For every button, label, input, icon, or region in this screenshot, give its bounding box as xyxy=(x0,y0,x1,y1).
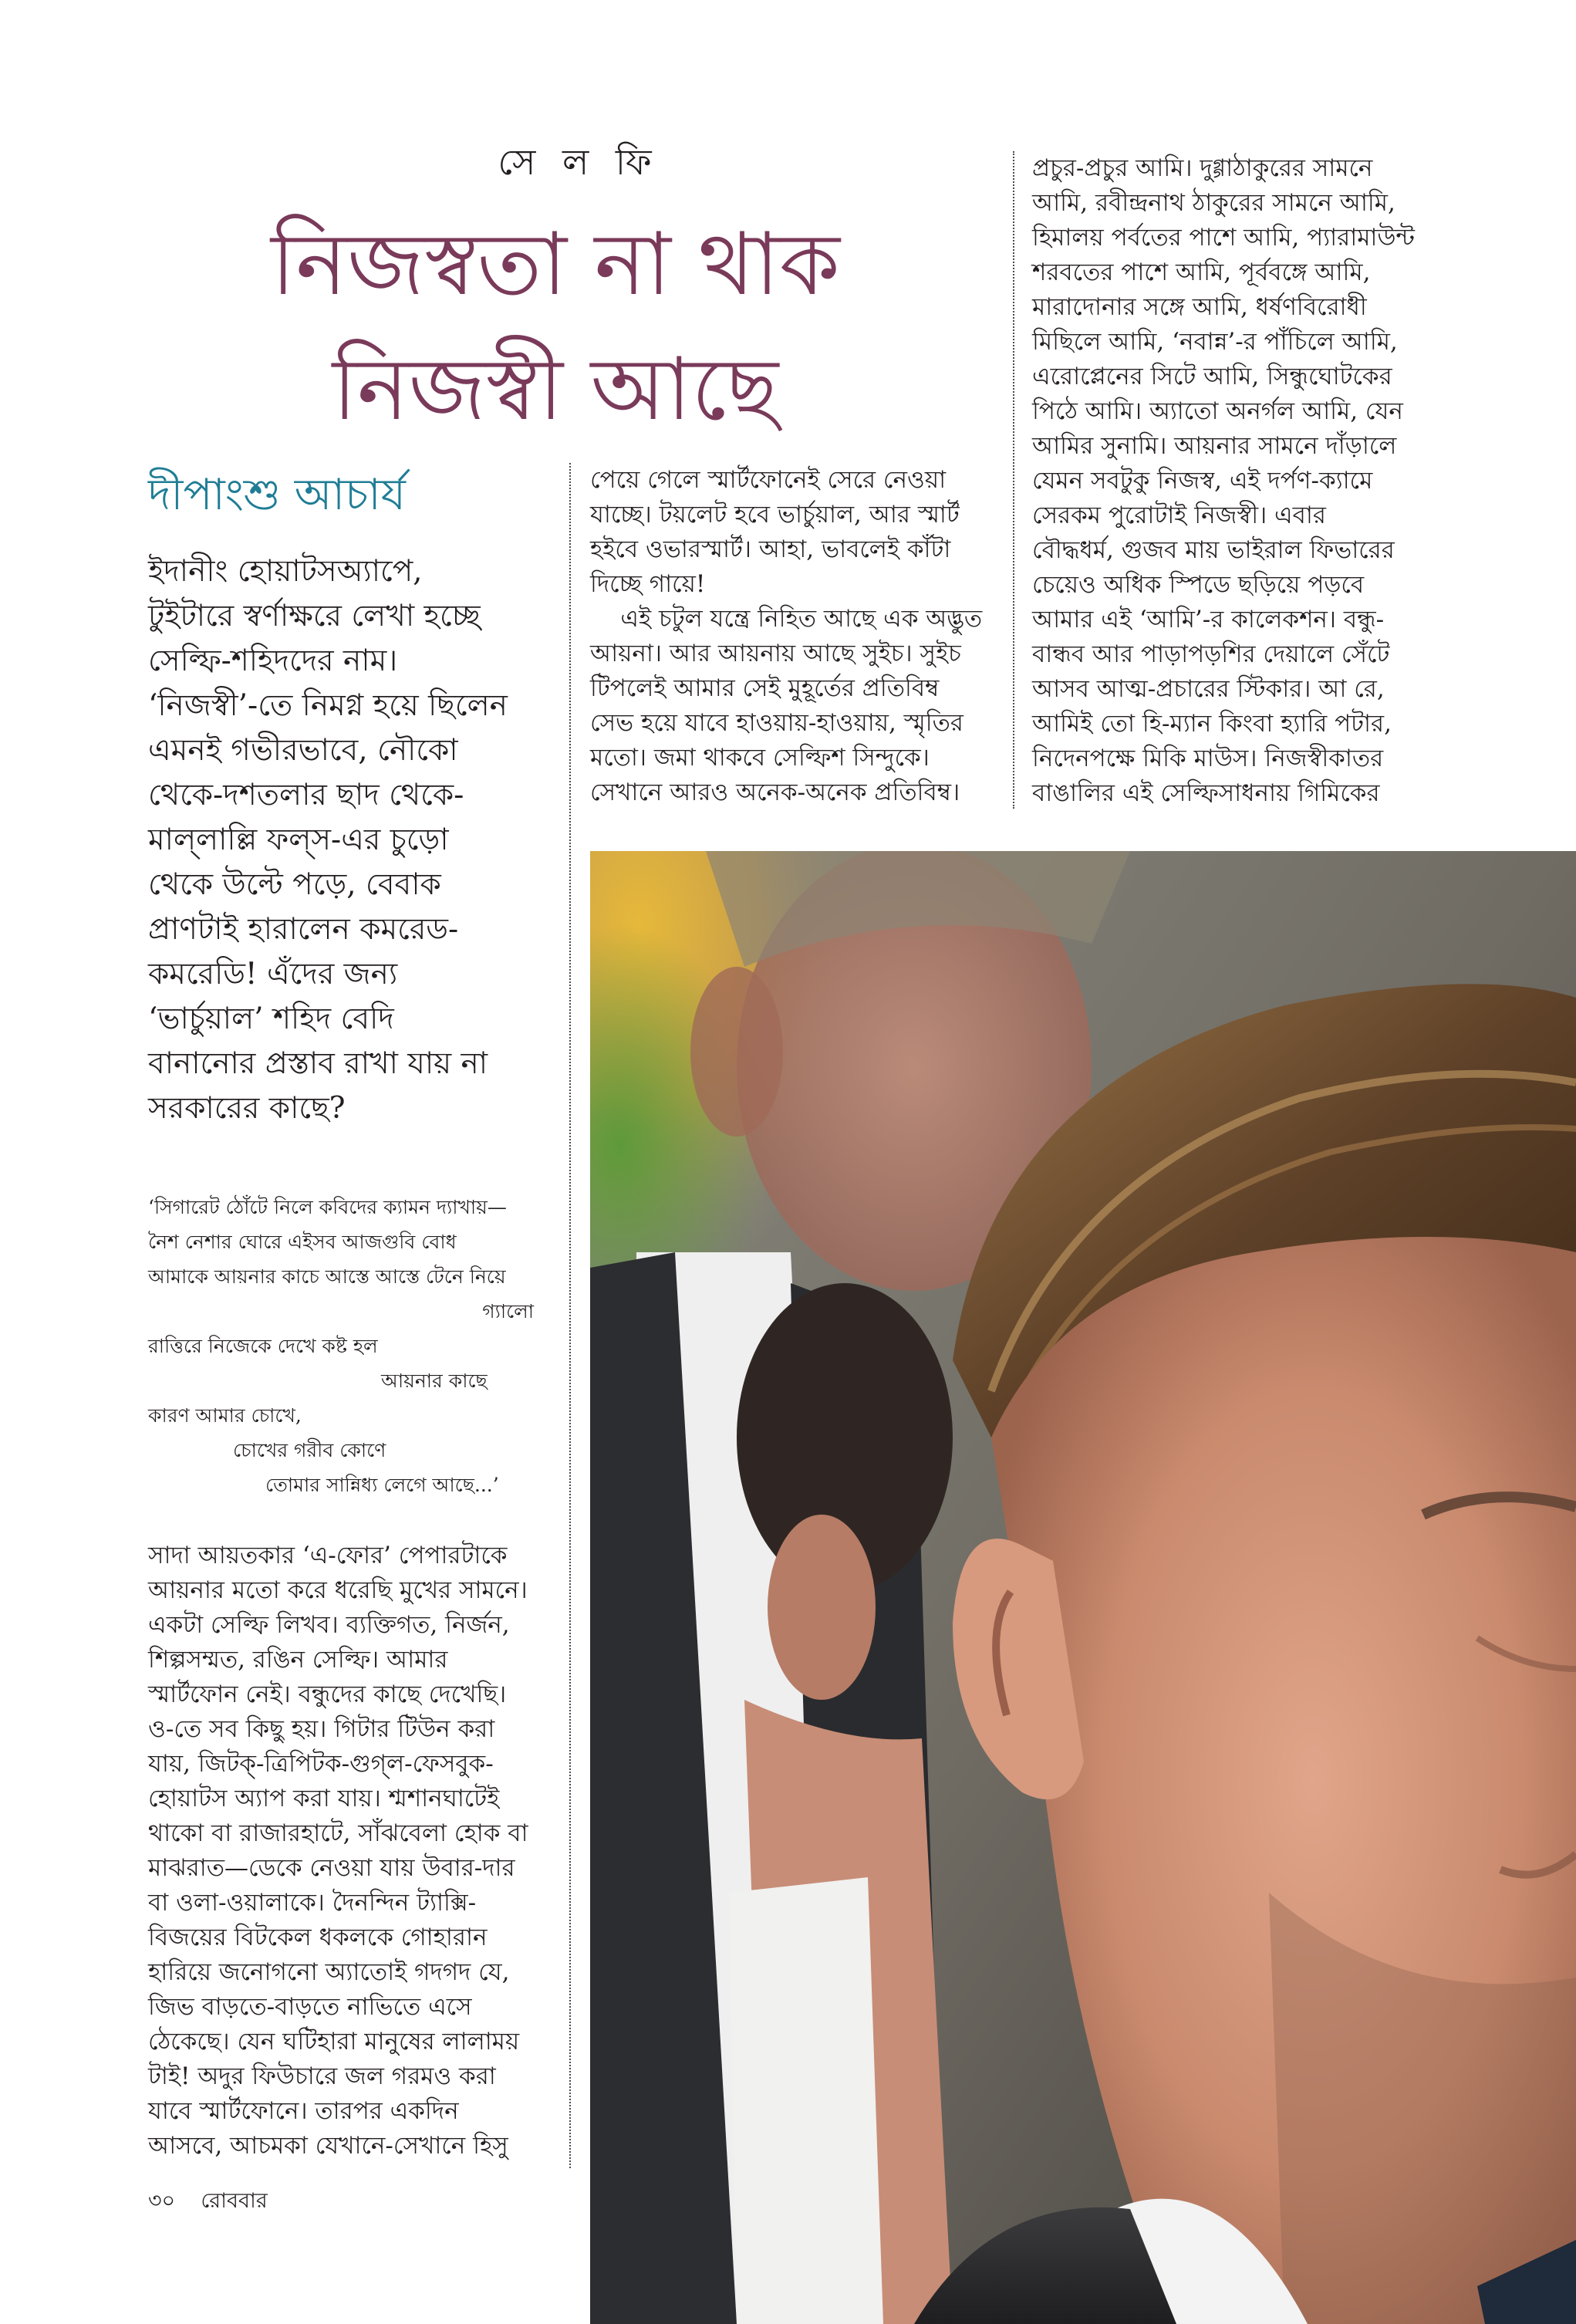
column-divider-right xyxy=(1013,151,1014,809)
lede-line: এমনই গভীরভাবে, নৌকো xyxy=(148,733,458,768)
body-line: হিমালয় পর্বতের পাশে আমি, প্যারামাউন্ট xyxy=(1032,224,1415,252)
poem-line: কারণ আমার চোখে, xyxy=(148,1404,302,1427)
page-footer xyxy=(148,2185,268,2220)
body-line: দিচ্ছে গায়ে! xyxy=(590,570,706,598)
body-line: হইবে ওভারস্মার্ট। আহা, ভাবলেই কাঁটা xyxy=(590,535,951,563)
body-column-left xyxy=(148,1539,545,2164)
body-line: সাদা আয়তকার ‘এ-ফোর’ পেপারটাকে xyxy=(148,1542,508,1569)
body-line: আমার এই ‘আমি’-র কালেকশন। বন্ধু- xyxy=(1032,606,1385,633)
lede-line: ইদানীং হোয়াটসঅ্যাপে, xyxy=(148,554,423,589)
body-line: প্রচুর-প্রচুর আমি। দুগ্গাঠাকুরের সামনে xyxy=(1032,154,1373,182)
body-line: টিপলেই আমার সেই মুহূর্তের প্রতিবিম্ব xyxy=(590,674,940,702)
body-line: বা ওলা-ওয়ালাকে। দৈনন্দিন ট্যাক্সি- xyxy=(148,1889,477,1917)
lede-line: সেল্ফি-শহিদদের নাম। xyxy=(148,643,398,678)
body-line: আয়না। আর আয়নায় আছে সুইচ। সুইচ xyxy=(590,640,961,667)
poem-line: আয়নার কাছে xyxy=(381,1370,488,1392)
body-line: পেয়ে গেলে স্মার্টফোনেই সেরে নেওয়া xyxy=(590,466,947,494)
magazine-name: রোববার xyxy=(201,2189,268,2213)
body-line: মতো। জমা থাকবে সেল্ফিশ সিন্দুকে। xyxy=(590,744,930,772)
lede-paragraph xyxy=(148,549,565,1131)
poem-line: তোমার সান্নিধ্য লেগে আছে...’ xyxy=(265,1474,499,1496)
photo-illustration xyxy=(590,851,1576,2324)
lede-line: ‘নিজস্বী’-তে নিমগ্ন হয়ে ছিলেন xyxy=(148,688,508,723)
lede-line: থেকে উল্টে পড়ে, বেবাক xyxy=(148,867,441,902)
body-line: স্মার্টফোন নেই। বন্ধুদের কাছে দেখেছি। xyxy=(148,1681,507,1708)
column-divider-left xyxy=(569,463,571,2168)
poem-line: আমাকে আয়নার কাচে আস্তে আস্তে টেনে নিয়ে xyxy=(148,1265,506,1288)
lede-line: মাল্‌লাল্লি ফল্‌স-এর চুড়ো xyxy=(148,823,449,857)
lede-line: বানানোর প্রস্তাব রাখা যায় না xyxy=(148,1046,488,1081)
lede-line: কমরেডি! এঁদের জন্য xyxy=(148,957,398,991)
body-line: মারাদোনার সঙ্গে আমি, ধর্ষণবিরোধী xyxy=(1032,293,1367,321)
page-number: ৩০ xyxy=(148,2189,176,2213)
body-line: আমিই তো হি-ম্যান কিংবা হ্যারি পটার, xyxy=(1032,710,1392,738)
headline xyxy=(255,202,856,452)
poem-line: গ্যালো xyxy=(482,1300,534,1322)
poem-line: রাত্তিরে নিজেকে দেখে কষ্ট হল xyxy=(148,1335,378,1357)
lede-line: ‘ভার্চুয়াল’ শহিদ বেদি xyxy=(148,1002,394,1036)
body-line: শিল্পসম্মত, রঙিন সেল্ফি। আমার xyxy=(148,1646,448,1674)
body-line: সেরকম পুরোটাই নিজস্বী। এবার xyxy=(1032,502,1326,529)
body-line: যায়, জিটক্‌-ত্রিপিটক-গুগ্‌ল-ফেসবুক- xyxy=(148,1750,494,1778)
body-line: পিঠে আমি। অ্যাতো অনর্গল আমি, যেন xyxy=(1032,397,1403,425)
body-line: একটা সেল্ফি লিখব। ব্যক্তিগত, নির্জন, xyxy=(148,1611,510,1639)
body-line: চেয়েও অধিক স্পিডে ছড়িয়ে পড়বে xyxy=(1032,571,1365,599)
body-line: আসবে, আচমকা যেখানে-সেখানে হিসু xyxy=(148,2132,508,2160)
body-line: শরবতের পাশে আমি, পূর্ববঙ্গে আমি, xyxy=(1032,258,1371,286)
body-line: এই চটুল যন্ত্রে নিহিত আছে এক অদ্ভুত xyxy=(590,605,983,633)
body-column-right xyxy=(1032,151,1433,811)
body-line: যাবে স্মার্টফোনে। তারপর একদিন xyxy=(148,2097,459,2125)
body-line: বৌদ্ধধর্ম, গুজব মায় ভাইরাল ফিভারের xyxy=(1032,536,1395,564)
lede-line: থেকে-দশতলার ছাদ থেকে- xyxy=(148,778,464,812)
lede-line: টুইটারে স্বর্ণাক্ষরে লেখা হচ্ছে xyxy=(148,599,481,633)
body-line: মিছিলে আমি, ‘নবান্ন’-র পাঁচিলে আমি, xyxy=(1032,328,1398,356)
body-line: বাঙালির এই সেল্ফিসাধনায় গিমিকের xyxy=(1032,779,1380,807)
body-line: সেখানে আরও অনেক-অনেক প্রতিবিম্ব। xyxy=(590,779,960,806)
body-line: হারিয়ে জনোগনো অ্যাতোই গদগদ যে, xyxy=(148,1958,510,1986)
feature-photo xyxy=(590,851,1576,2324)
body-line: টাই! অদুর ফিউচারে জল গরমও করা xyxy=(148,2062,496,2090)
body-line: হোয়াটস অ্যাপ করা যায়। শ্মশানঘাটেই xyxy=(148,1785,500,1812)
body-line: আমির সুনামি। আয়নার সামনে দাঁড়ালে xyxy=(1032,432,1397,460)
body-line: আসব আত্ম-প্রচারের স্টিকার। আ রে, xyxy=(1032,675,1385,703)
body-line: বিজয়ের বিটকেল ধকলকে গোহারান xyxy=(148,1924,488,1951)
poem-line: ‘সিগারেট ঠোঁটে নিলে কবিদের ক্যামন দ্যাখায়— xyxy=(148,1196,507,1218)
body-line: জিভ বাড়তে-বাড়তে নাভিতে এসে xyxy=(148,1993,472,2021)
lede-line: সরকারের কাছে? xyxy=(148,1091,346,1126)
body-line: মাঝরাত—ডেকে নেওয়া যায় উবার-দার xyxy=(148,1854,515,1882)
poem-line: নৈশ নেশার ঘোরে এইসব আজগুবি বোধ xyxy=(148,1231,457,1253)
author-byline: দীপাংশু আচার্য xyxy=(148,470,406,520)
body-line: ও-তে সব কিছু হয়। গিটার টিউন করা xyxy=(148,1715,495,1743)
body-line: যাচ্ছে। টয়লেট হবে ভার্চুয়াল, আর স্মার্ট xyxy=(590,501,960,529)
headline-line-1: নিজস্বতা না থাক xyxy=(271,214,840,315)
section-kicker: সে ল ফি xyxy=(498,141,660,183)
lede-line: প্রাণটাই হারালেন কমরেড- xyxy=(148,912,459,947)
poem-quote xyxy=(148,1190,549,1502)
body-line: থাকো বা রাজারহাটে, সাঁঝবেলা হোক বা xyxy=(148,1819,528,1847)
body-line: নিদেনপক্ষে মিকি মাউস। নিজস্বীকাতর xyxy=(1032,745,1384,772)
body-line: যেমন সবটুকু নিজস্ব, এই দর্পণ-ক্যামে xyxy=(1032,467,1373,495)
body-line: এরোপ্লেনের সিটে আমি, সিন্ধুঘোটকের xyxy=(1032,363,1392,390)
headline-line-2: নিজস্বী আছে xyxy=(332,339,779,440)
body-line: আয়নার মতো করে ধরেছি মুখের সামনে। xyxy=(148,1576,528,1604)
body-line: সেভ হয়ে যাবে হাওয়ায়-হাওয়ায়, স্মৃতির xyxy=(590,709,963,737)
body-line: ঠেকেছে। যেন ঘটিহারা মানুষের লালাময় xyxy=(148,2028,520,2055)
body-line: আমি, রবীন্দ্রনাথ ঠাকুরের সামনে আমি, xyxy=(1032,189,1395,217)
body-line: বান্ধব আর পাড়াপড়শির দেয়ালে সেঁটে xyxy=(1032,640,1390,668)
body-column-middle xyxy=(590,463,983,810)
poem-line: চোখের গরীব কোণে xyxy=(233,1439,386,1461)
